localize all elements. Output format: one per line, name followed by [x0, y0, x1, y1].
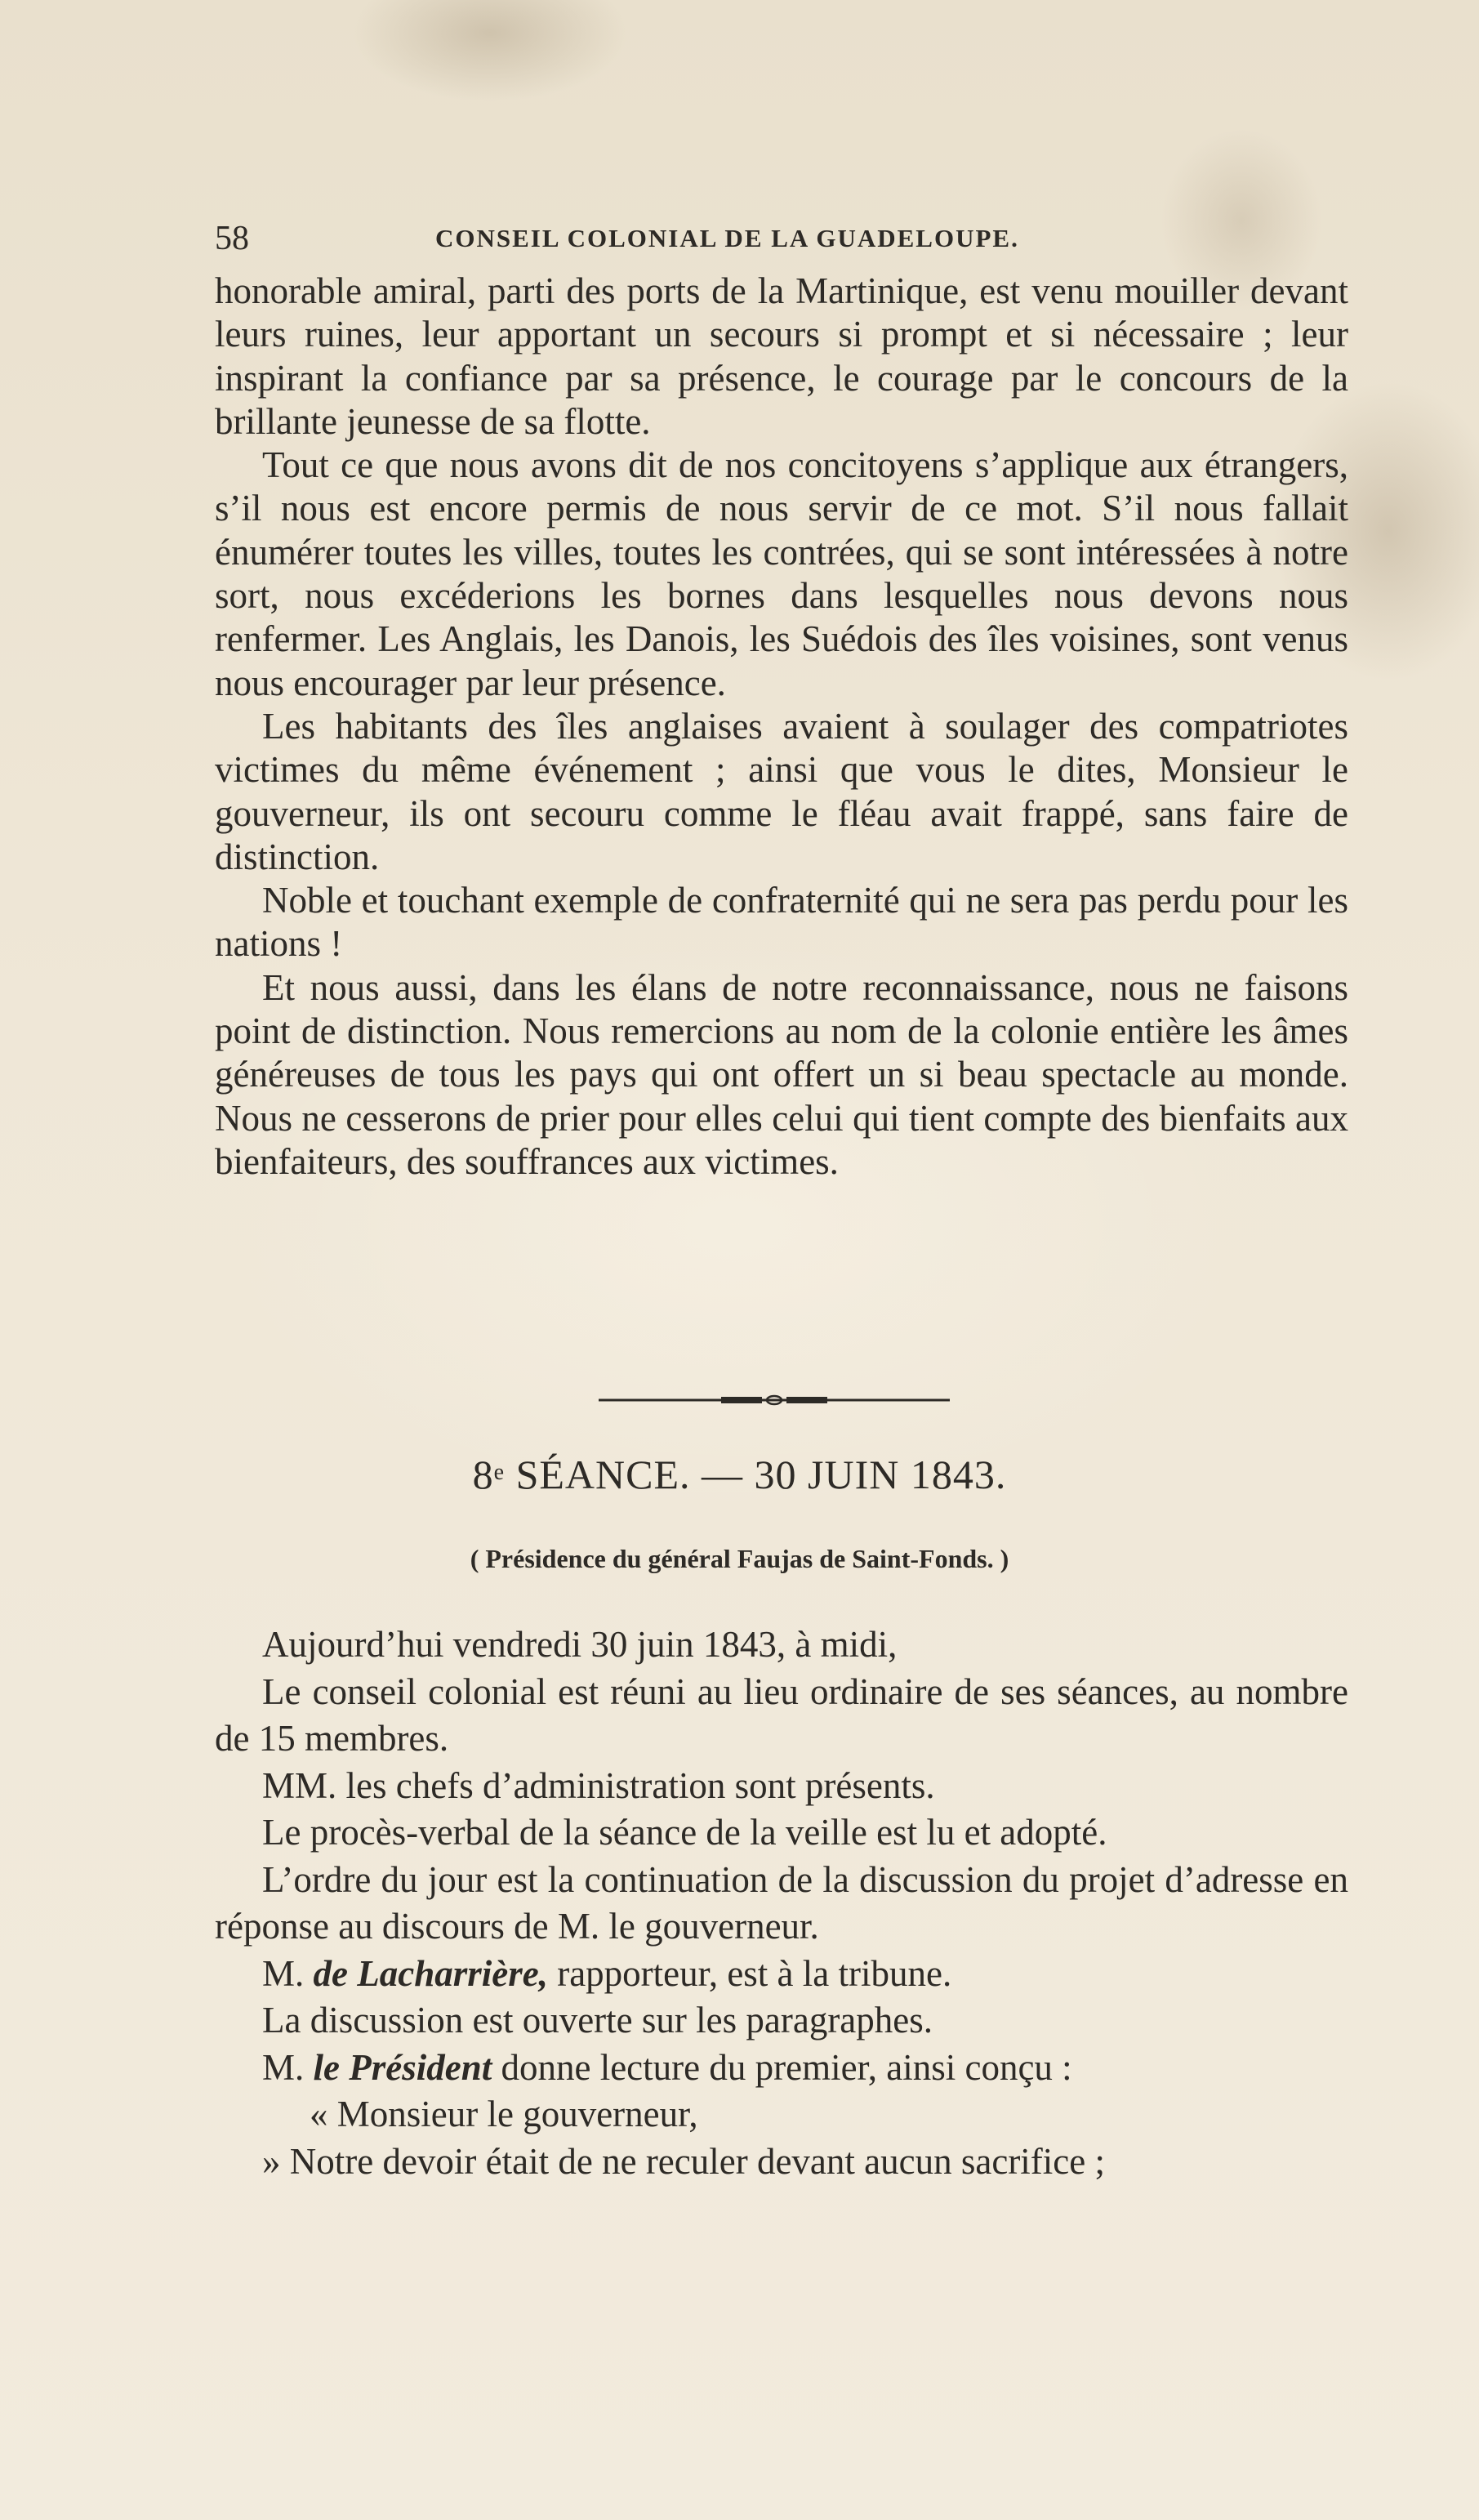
paragraph: Les habitants des îles anglaises avaient à soulager des compatriotes victimes du même événement ; ainsi que vous le dites, Monsieur le gouverneur, ils ont secouru comme le fléau avait frappé, sans faire de distinction. [215, 705, 1348, 877]
paragraph: MM. les chefs d’administration sont présents. [262, 1764, 935, 1806]
session-title [0, 1446, 1479, 1503]
text-block-continuation [215, 270, 1348, 1184]
running-title: CONSEIL COLONIAL DE LA GUADELOUPE. [435, 224, 1019, 252]
paragraph: honorable amiral, parti des ports de la Martinique, est venu mouiller devant leurs ruines, leur apportant un secours si prompt et si nécessaire ; leur inspirant la confiance par sa présence, le courage par le concours de la brillante jeunesse de sa flotte. [215, 270, 1348, 442]
text-block-session [215, 1621, 1348, 2185]
page-header [215, 214, 1113, 263]
speaker-text: rapporteur, est à la tribune. [547, 1952, 952, 1994]
paragraph: Le procès-verbal de la séance de la veille est lu et adopté. [262, 1812, 1107, 1853]
paragraph: Tout ce que nous avons dit de nos concitoyens s’applique aux étrangers, s’il nous est encore permis de nous servir de ce mot. S’il nous fallait énumérer toutes les villes, toutes les contrées, qui se sont intéressées à notre sort, nous excéderions les bornes dans lesquelles nous devons nous renfermer. Les Anglais, les Danois, les Suédois des îles voisines, sont venus nous encourager par leur présence. [215, 444, 1348, 703]
paragraph: La discussion est ouverte sur les paragraphes. [262, 2000, 933, 2041]
session-number: 8 [472, 1452, 494, 1497]
paragraph: Aujourd’hui vendredi 30 juin 1843, à midi, [262, 1624, 898, 1665]
speaker-name: de Lacharrière, [313, 1952, 548, 1994]
ornamental-rule [599, 1394, 950, 1406]
paragraph: L’ordre du jour est la continuation de la discussion du projet d’adresse en réponse au discours de M. le gouverneur. [215, 1858, 1348, 1947]
quote-line: » Notre devoir était de ne reculer devant aucun sacrifice ; [262, 2140, 1105, 2182]
speaker-prefix: M. [262, 2046, 314, 2088]
paragraph [215, 1951, 1348, 1998]
presidency-note: ( Présidence du général Faujas de Saint-Fonds. ) [470, 1544, 1009, 1573]
speaker-prefix: M. [262, 1952, 314, 1994]
session-number-suffix: e [493, 1460, 506, 1485]
session-date: SÉANCE. — 30 JUIN 1843. [505, 1452, 1007, 1497]
speaker-name: le Président [313, 2046, 492, 2088]
paragraph [215, 2045, 1348, 2092]
paragraph: Noble et touchant exemple de confraternité qui ne sera pas perdu pour les nations ! [215, 880, 1348, 965]
quote-line: « Monsieur le gouverneur, [310, 2094, 698, 2134]
speaker-text: donne lecture du premier, ainsi conçu : [492, 2046, 1072, 2088]
paragraph: Et nous aussi, dans les élans de notre reconnaissance, nous ne faisons point de distinction. Nous remercions au nom de la colonie entière les âmes généreuses de tous les pays qui ont offert un si beau spectacle au monde. Nous ne cesserons de prier pour elles celui qui tient compte des bienfaits aux bienfaiteurs, des souffrances aux victimes. [215, 966, 1348, 1182]
paragraph: Le conseil colonial est réuni au lieu ordinaire de ses séances, au nombre de 15 membres. [215, 1670, 1348, 1759]
page-number: 58 [215, 220, 249, 257]
